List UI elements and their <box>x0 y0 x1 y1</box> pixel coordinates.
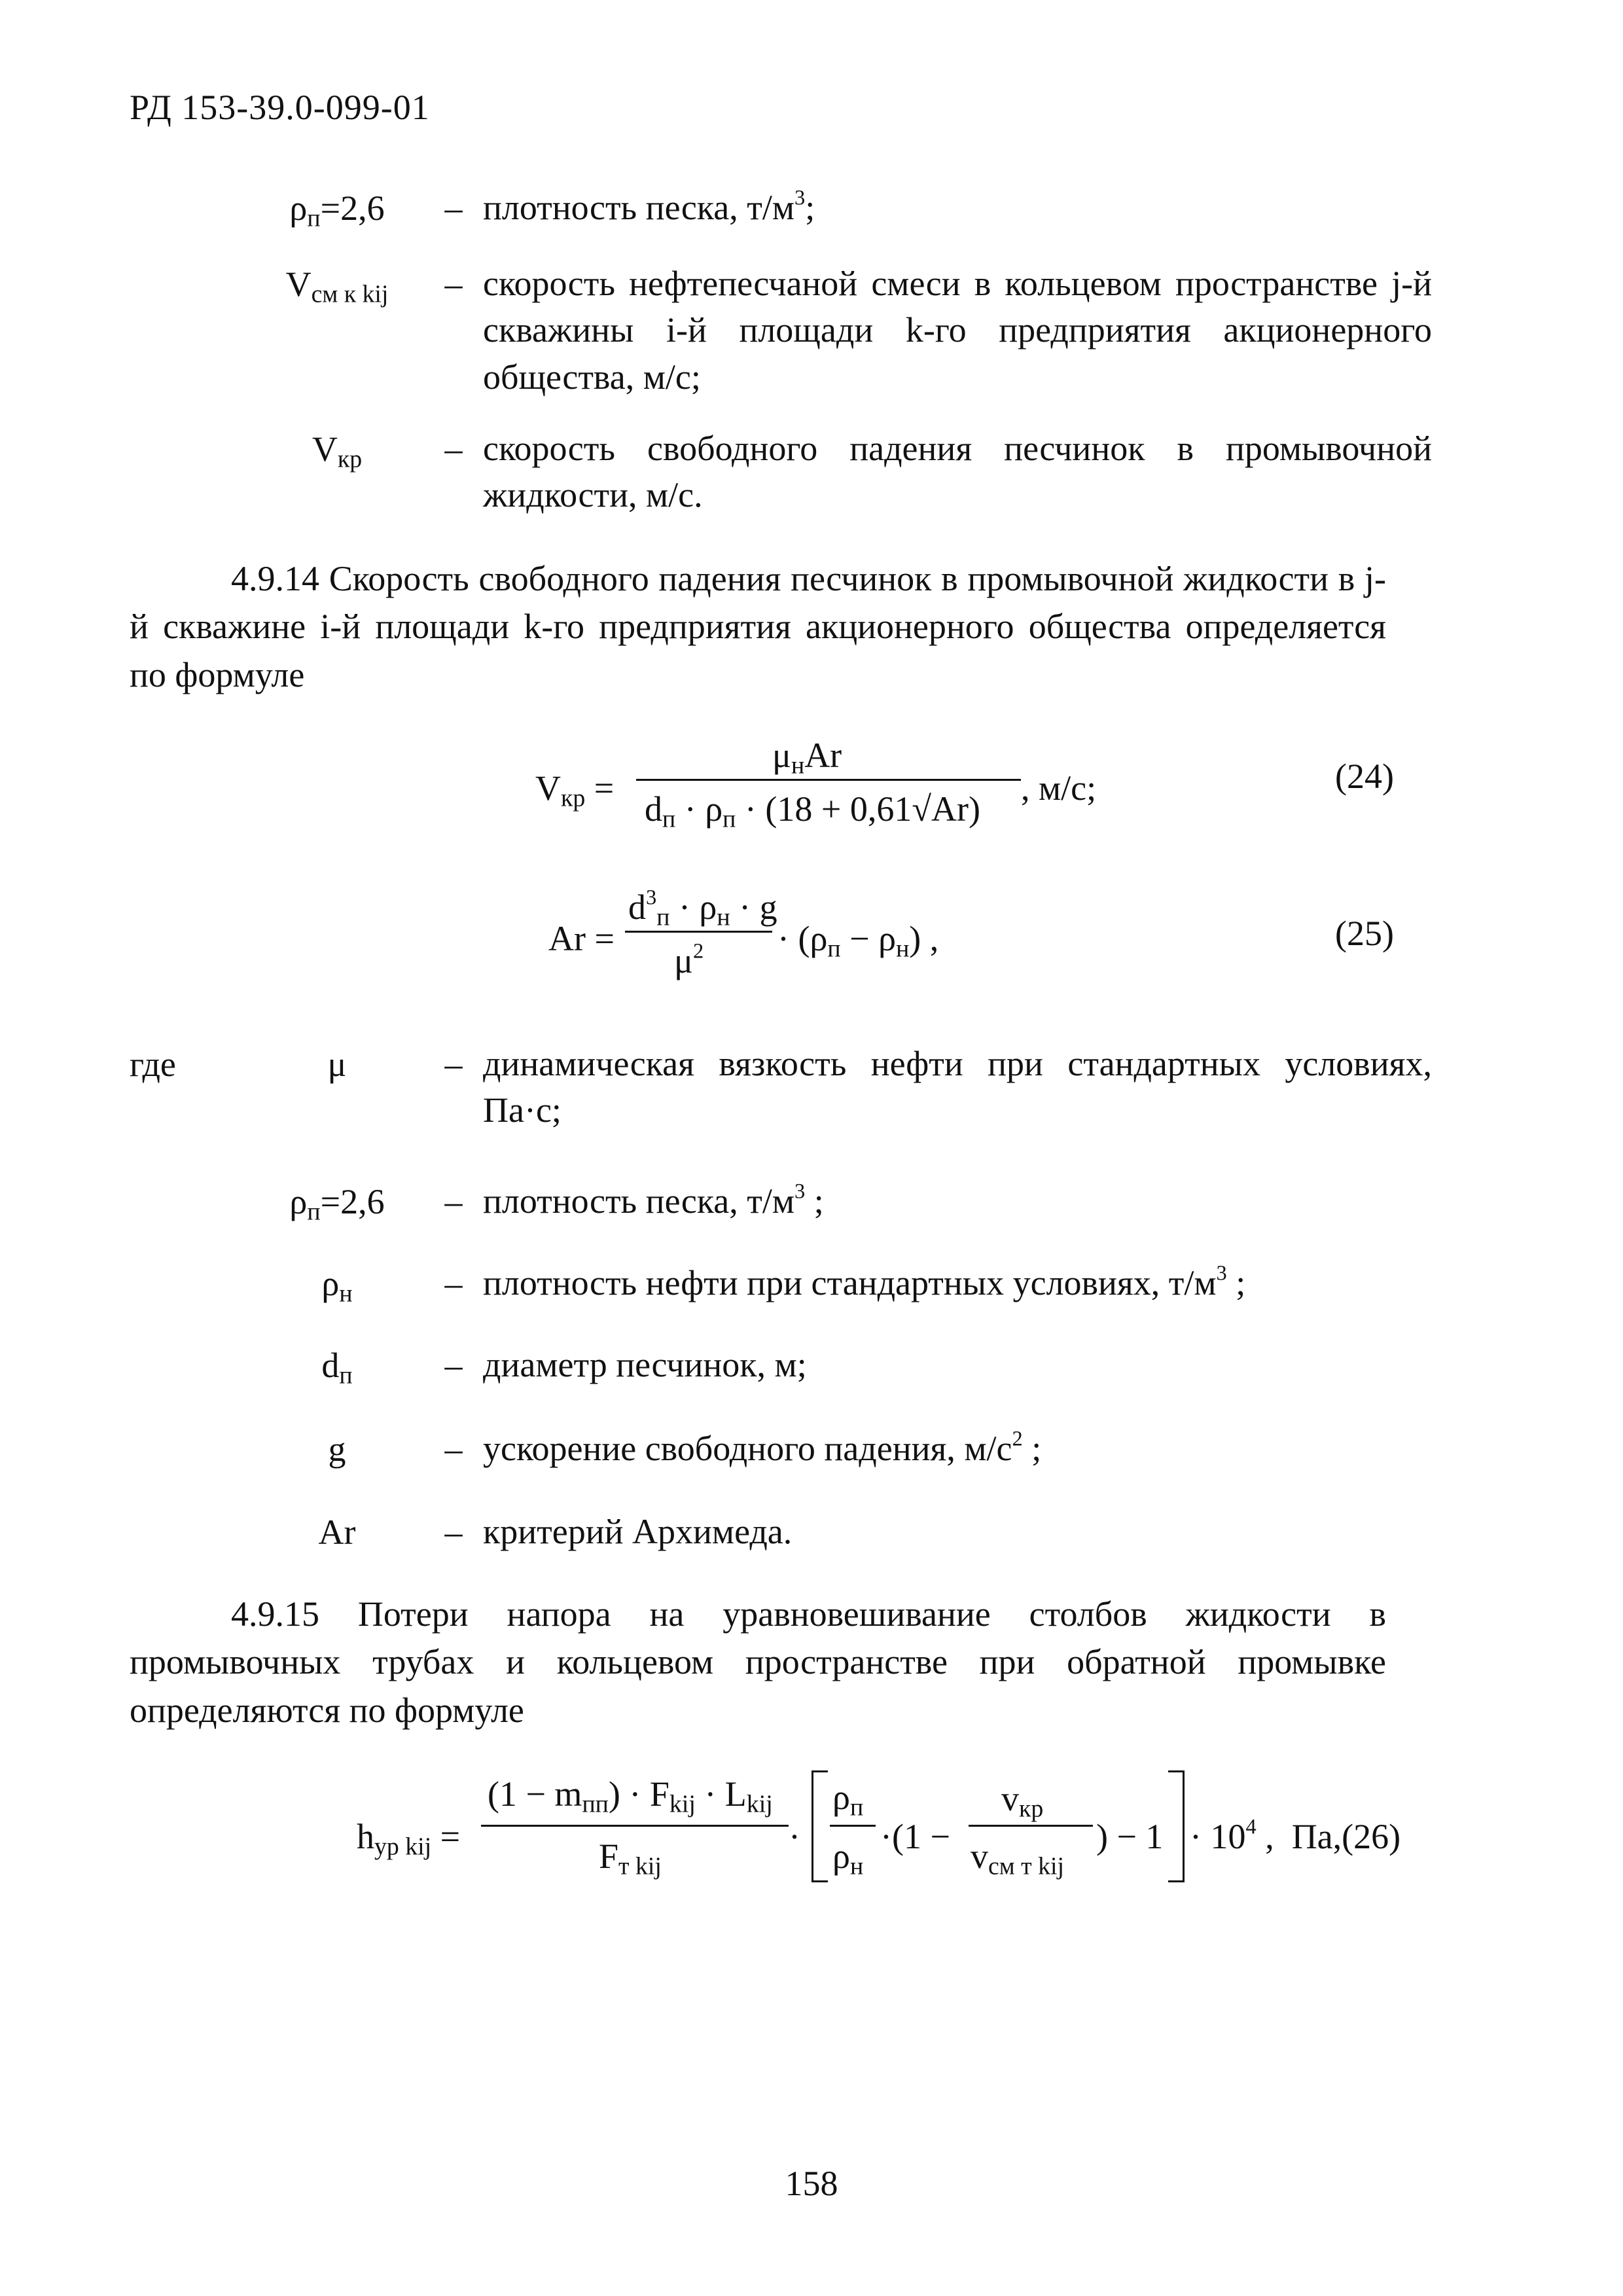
eq26-fraction-bar <box>481 1825 789 1827</box>
eq26-inner-den: $\rho_н$ <box>832 1837 864 1880</box>
eq24-numerator: $\mu_нAr$ <box>772 736 842 780</box>
eq26-v-num: $v_{кр}$ <box>1001 1779 1044 1823</box>
def-dash: – <box>444 1045 463 1084</box>
document-code: РД 153-39.0-099-01 <box>130 88 430 127</box>
eq26-tail: · $10^4$ , Па,(26) <box>1190 1815 1401 1856</box>
def-text-rho-sand: плотность песка, $т/м^3$; <box>483 186 815 227</box>
def-text-mu: динамическая вязкость нефти при стандартных условиях, Па·с; <box>483 1044 1432 1130</box>
def-dash: – <box>444 429 463 469</box>
eq26-dot: · <box>789 1817 800 1856</box>
eq25-number: (25) <box>1335 914 1394 953</box>
def-dash: – <box>444 1513 463 1552</box>
def-symbol-g: g <box>328 1429 346 1469</box>
eq24-unit: , м/с; <box>1021 768 1097 808</box>
page-number: 158 <box>785 2164 838 2203</box>
eq25-lhs: Ar = <box>548 919 615 958</box>
where-label: где <box>130 1045 176 1084</box>
eq26-lhs: $h_{ур kij}$ = <box>357 1817 461 1861</box>
def-text-ar: критерий Архимеда. <box>483 1512 793 1551</box>
def-symbol-v-mix: $V_{см к kij}$ <box>285 264 389 308</box>
def-dash: – <box>444 188 463 228</box>
def-text-d-sand: диаметр песчинок, м; <box>483 1345 807 1384</box>
eq25-numerator: $d^3_п \cdot \rho_н \cdot g$ <box>628 886 777 931</box>
def-dash: – <box>444 1429 463 1469</box>
def-text-v-cr: скорость свободного падения песчинок в промывочной жидкости, м/с. <box>483 429 1432 515</box>
eq26-inner-num: $\rho_п$ <box>832 1778 864 1821</box>
eq26-denominator: $F_{т kij}$ <box>599 1837 662 1880</box>
def-symbol-rho-sand-2: $\rho_п=2,6$ <box>289 1182 385 1226</box>
def-text-v-mix: скорость нефтепесчаной смеси в кольцевом пространстве j-й скважины i-й площади k-го предприятия акционерного общества, м/с; <box>483 264 1432 397</box>
eq24-denominator: $d_п \cdot \rho_п \cdot (18 + 0,61√Ar)$ <box>645 789 980 833</box>
eq24-number: (24) <box>1335 757 1394 796</box>
def-dash: – <box>444 1346 463 1385</box>
eq26-paren-open: ·(1 − <box>880 1817 950 1856</box>
def-dash: – <box>444 1264 463 1303</box>
eq26-numerator: $(1 - m_{пп}) \cdot F_{kij} \cdot L_{kij}$ <box>488 1774 773 1818</box>
def-symbol-mu: μ <box>327 1045 347 1084</box>
eq24-fraction-bar <box>636 779 1021 781</box>
def-dash: – <box>444 264 463 304</box>
def-symbol-v-cr: $V_{кр}$ <box>312 429 363 473</box>
eq26-paren-close: ) − 1 <box>1096 1817 1164 1856</box>
paragraph-4-9-15: 4.9.15 Потери напора на уравновешивание столбов жидкости в промывочных трубах и кольцевом пространстве при обратной промывке определяются по формуле <box>130 1594 1386 1730</box>
def-symbol-rho-sand: $\rho_п=2,6$ <box>289 188 385 232</box>
eq26-inner-bar <box>830 1825 876 1827</box>
eq24-lhs: $V_{кр}$ = <box>535 768 615 812</box>
eq25-fraction-bar <box>625 931 772 933</box>
eq26-left-bracket <box>812 1770 828 1882</box>
eq25-denominator: $\mu^2$ <box>674 939 704 980</box>
paragraph-4-9-14: 4.9.14 Скорость свободного падения песчинок в промывочной жидкости в j-й скважине i-й площади k-го предприятия акционерного общества определяется по формуле <box>130 559 1386 694</box>
eq25-rest: · $(\rho_п - \rho_н)$ , <box>777 919 939 963</box>
eq26-right-bracket <box>1168 1770 1185 1882</box>
eq26-v-bar <box>969 1825 1093 1827</box>
def-text-g: ускорение свободного падения, $м/с^2$ ; <box>483 1427 1042 1468</box>
def-symbol-ar: Ar <box>318 1513 356 1552</box>
def-text-rho-oil: плотность нефти при стандартных условиях, $т/м^3$ ; <box>483 1261 1246 1302</box>
def-symbol-rho-oil: $\rho_н$ <box>321 1264 353 1308</box>
def-text-rho-sand-2: плотность песка, $т/м^3$ ; <box>483 1179 824 1221</box>
def-dash: – <box>444 1182 463 1221</box>
def-symbol-d-sand: $d_п$ <box>321 1346 353 1390</box>
eq26-v-den: $v_{см т kij}$ <box>971 1837 1065 1880</box>
